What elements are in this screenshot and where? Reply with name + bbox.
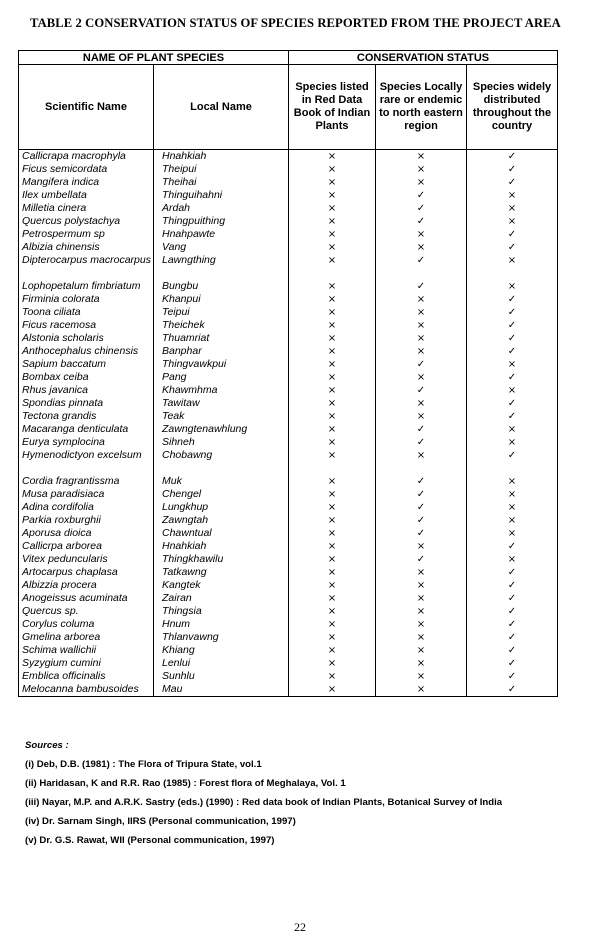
red-data-book-mark: × — [289, 436, 376, 449]
local-name-cell: Khawmhma — [154, 384, 289, 397]
header-red-data-book: Species listed in Red Data Book of Indian Plants — [289, 65, 376, 150]
red-data-book-mark: × — [289, 566, 376, 579]
locally-rare-mark: × — [376, 449, 467, 475]
scientific-name-cell: Tectona grandis — [19, 410, 154, 423]
scientific-name-cell: Anogeissus acuminata — [19, 592, 154, 605]
locally-rare-mark: × — [376, 540, 467, 553]
locally-rare-mark: ✓ — [376, 553, 467, 566]
locally-rare-mark: × — [376, 371, 467, 384]
table-row — [19, 566, 558, 579]
widely-distributed-mark: ✓ — [467, 241, 558, 254]
widely-distributed-mark: ✓ — [467, 657, 558, 670]
locally-rare-mark: × — [376, 683, 467, 697]
local-name-cell: Teak — [154, 410, 289, 423]
red-data-book-mark: × — [289, 670, 376, 683]
widely-distributed-mark: × — [467, 514, 558, 527]
widely-distributed-mark: ✓ — [467, 293, 558, 306]
local-name-cell: Sihneh — [154, 436, 289, 449]
widely-distributed-mark: × — [467, 215, 558, 228]
table-row — [19, 670, 558, 683]
source-item: (v) Dr. G.S. Rawat, WII (Personal communication, 1997) — [25, 835, 275, 846]
red-data-book-mark: × — [289, 410, 376, 423]
scientific-name-cell: Parkia roxburghii — [19, 514, 154, 527]
locally-rare-mark: ✓ — [376, 254, 467, 280]
local-name-cell: Mau — [154, 683, 289, 697]
local-name-cell: Pang — [154, 371, 289, 384]
local-name-cell: Teipui — [154, 306, 289, 319]
header-scientific-name: Scientific Name — [19, 65, 154, 150]
table-row — [19, 215, 558, 228]
scientific-name-cell: Toona ciliata — [19, 306, 154, 319]
scientific-name-cell: Macaranga denticulata — [19, 423, 154, 436]
red-data-book-mark: × — [289, 241, 376, 254]
locally-rare-mark: × — [376, 579, 467, 592]
widely-distributed-mark: × — [467, 280, 558, 293]
source-item: (iii) Nayar, M.P. and A.R.K. Sastry (eds.) (1990) : Red data book of Indian Plants, Botanical Survey of India — [25, 797, 503, 808]
locally-rare-mark: × — [376, 566, 467, 579]
table-row — [19, 657, 558, 670]
widely-distributed-mark: ✓ — [467, 150, 558, 164]
table-row — [19, 332, 558, 345]
scientific-name-cell: Albizia chinensis — [19, 241, 154, 254]
table-row — [19, 540, 558, 553]
locally-rare-mark: × — [376, 618, 467, 631]
local-name-cell: Bungbu — [154, 280, 289, 293]
red-data-book-mark: × — [289, 449, 376, 475]
widely-distributed-mark: × — [467, 527, 558, 540]
scientific-name-cell: Hymenodictyon excelsum — [19, 449, 154, 475]
scientific-name-cell: Eurya symplocina — [19, 436, 154, 449]
header-plant-species: NAME OF PLANT SPECIES — [19, 51, 289, 65]
local-name-cell: Thingsia — [154, 605, 289, 618]
local-name-cell: Ardah — [154, 202, 289, 215]
red-data-book-mark: × — [289, 306, 376, 319]
locally-rare-mark: × — [376, 410, 467, 423]
red-data-book-mark: × — [289, 488, 376, 501]
widely-distributed-mark: × — [467, 501, 558, 514]
table-row — [19, 280, 558, 293]
widely-distributed-mark: ✓ — [467, 670, 558, 683]
widely-distributed-mark: ✓ — [467, 540, 558, 553]
widely-distributed-mark: ✓ — [467, 345, 558, 358]
red-data-book-mark: × — [289, 254, 376, 280]
locally-rare-mark: ✓ — [376, 358, 467, 371]
widely-distributed-mark: ✓ — [467, 228, 558, 241]
local-name-cell: Kangtek — [154, 579, 289, 592]
red-data-book-mark: × — [289, 514, 376, 527]
scientific-name-cell: Albizzia procera — [19, 579, 154, 592]
local-name-cell: Thlanvawng — [154, 631, 289, 644]
table-row — [19, 319, 558, 332]
local-name-cell: Hnahkiah — [154, 150, 289, 164]
table-row — [19, 254, 558, 280]
table-row — [19, 553, 558, 566]
source-item: (iv) Dr. Sarnam Singh, IIRS (Personal communication, 1997) — [25, 816, 296, 827]
table-row — [19, 605, 558, 618]
widely-distributed-mark: × — [467, 358, 558, 371]
table-row — [19, 345, 558, 358]
widely-distributed-mark: ✓ — [467, 319, 558, 332]
table-row — [19, 631, 558, 644]
table-header — [19, 51, 558, 150]
scientific-name-cell: Rhus javanica — [19, 384, 154, 397]
table-row — [19, 163, 558, 176]
scientific-name-cell: Ficus racemosa — [19, 319, 154, 332]
locally-rare-mark: × — [376, 345, 467, 358]
widely-distributed-mark: ✓ — [467, 449, 558, 475]
scientific-name-cell: Musa paradisiaca — [19, 488, 154, 501]
table-row — [19, 423, 558, 436]
table-row — [19, 618, 558, 631]
scientific-name-cell: Anthocephalus chinensis — [19, 345, 154, 358]
scientific-name-cell: Lophopetalum fimbriatum — [19, 280, 154, 293]
locally-rare-mark: × — [376, 657, 467, 670]
sources-section — [25, 738, 590, 852]
red-data-book-mark: × — [289, 293, 376, 306]
widely-distributed-mark: ✓ — [467, 176, 558, 189]
locally-rare-mark: ✓ — [376, 527, 467, 540]
scientific-name-cell: Corylus columa — [19, 618, 154, 631]
table-row — [19, 592, 558, 605]
table-row — [19, 397, 558, 410]
table-row — [19, 306, 558, 319]
scientific-name-cell: Callicrapa macrophyla — [19, 150, 154, 164]
scientific-name-cell: Emblica officinalis — [19, 670, 154, 683]
scientific-name-cell: Firminia colorata — [19, 293, 154, 306]
local-name-cell: Hnahpawte — [154, 228, 289, 241]
red-data-book-mark: × — [289, 423, 376, 436]
red-data-book-mark: × — [289, 189, 376, 202]
scientific-name-cell: Dipterocarpus macrocarpus — [19, 254, 154, 280]
scientific-name-cell: Mangifera indica — [19, 176, 154, 189]
local-name-cell: Thuamriat — [154, 332, 289, 345]
locally-rare-mark: ✓ — [376, 488, 467, 501]
local-name-cell: Chawntual — [154, 527, 289, 540]
red-data-book-mark: × — [289, 475, 376, 488]
local-name-cell: Zairan — [154, 592, 289, 605]
scientific-name-cell: Cordia fragrantissma — [19, 475, 154, 488]
header-column-row — [19, 65, 558, 150]
red-data-book-mark: × — [289, 176, 376, 189]
local-name-cell: Zawngtenawhlung — [154, 423, 289, 436]
widely-distributed-mark: ✓ — [467, 371, 558, 384]
local-name-cell: Tawitaw — [154, 397, 289, 410]
table-row — [19, 579, 558, 592]
locally-rare-mark: × — [376, 163, 467, 176]
local-name-cell: Theipui — [154, 163, 289, 176]
widely-distributed-mark: ✓ — [467, 163, 558, 176]
red-data-book-mark: × — [289, 592, 376, 605]
red-data-book-mark: × — [289, 345, 376, 358]
widely-distributed-mark: ✓ — [467, 410, 558, 423]
locally-rare-mark: × — [376, 631, 467, 644]
scientific-name-cell: Spondias pinnata — [19, 397, 154, 410]
red-data-book-mark: × — [289, 358, 376, 371]
page-number: 22 — [294, 920, 306, 934]
widely-distributed-mark: × — [467, 475, 558, 488]
header-locally-rare: Species Locally rare or endemic to north eastern region — [376, 65, 467, 150]
widely-distributed-mark: ✓ — [467, 306, 558, 319]
header-local-name: Local Name — [154, 65, 289, 150]
table-title: TABLE 2 CONSERVATION STATUS OF SPECIES REPORTED FROM THE PROJECT AREA — [30, 16, 561, 30]
local-name-cell: Theichek — [154, 319, 289, 332]
table-row — [19, 241, 558, 254]
red-data-book-mark: × — [289, 501, 376, 514]
local-name-cell: Sunhlu — [154, 670, 289, 683]
locally-rare-mark: ✓ — [376, 475, 467, 488]
locally-rare-mark: × — [376, 644, 467, 657]
table-row — [19, 384, 558, 397]
source-item: (i) Deb, D.B. (1981) : The Flora of Tripura State, vol.1 — [25, 759, 262, 770]
locally-rare-mark: × — [376, 605, 467, 618]
local-name-cell: Zawngtah — [154, 514, 289, 527]
scientific-name-cell: Milletia cinera — [19, 202, 154, 215]
widely-distributed-mark: ✓ — [467, 683, 558, 697]
scientific-name-cell: Petrospermum sp — [19, 228, 154, 241]
local-name-cell: Lungkhup — [154, 501, 289, 514]
widely-distributed-mark: × — [467, 189, 558, 202]
locally-rare-mark: × — [376, 228, 467, 241]
table-row — [19, 436, 558, 449]
red-data-book-mark: × — [289, 540, 376, 553]
widely-distributed-mark: ✓ — [467, 605, 558, 618]
local-name-cell: Thingpuithing — [154, 215, 289, 228]
table-row — [19, 150, 558, 164]
widely-distributed-mark: × — [467, 254, 558, 280]
local-name-cell: Chobawng — [154, 449, 289, 475]
locally-rare-mark: ✓ — [376, 384, 467, 397]
scientific-name-cell: Ficus semicordata — [19, 163, 154, 176]
widely-distributed-mark: ✓ — [467, 631, 558, 644]
local-name-cell: Lenlui — [154, 657, 289, 670]
header-conservation-status: CONSERVATION STATUS — [289, 51, 558, 65]
widely-distributed-mark: × — [467, 202, 558, 215]
widely-distributed-mark: × — [467, 384, 558, 397]
scientific-name-cell: Aporusa dioica — [19, 527, 154, 540]
red-data-book-mark: × — [289, 397, 376, 410]
source-item: (ii) Haridasan, K and R.R. Rao (1985) : Forest flora of Meghalaya, Vol. 1 — [25, 778, 346, 789]
scientific-name-cell: Adina cordifolia — [19, 501, 154, 514]
locally-rare-mark: ✓ — [376, 501, 467, 514]
sources-heading: Sources : — [25, 740, 69, 751]
local-name-cell: Khiang — [154, 644, 289, 657]
scientific-name-cell: Bombax ceiba — [19, 371, 154, 384]
table-row — [19, 514, 558, 527]
widely-distributed-mark: ✓ — [467, 644, 558, 657]
table-row — [19, 475, 558, 488]
locally-rare-mark: ✓ — [376, 514, 467, 527]
widely-distributed-mark: ✓ — [467, 579, 558, 592]
widely-distributed-mark: × — [467, 423, 558, 436]
widely-distributed-mark: ✓ — [467, 618, 558, 631]
table-row — [19, 358, 558, 371]
local-name-cell: Chengel — [154, 488, 289, 501]
locally-rare-mark: ✓ — [376, 215, 467, 228]
red-data-book-mark: × — [289, 618, 376, 631]
red-data-book-mark: × — [289, 280, 376, 293]
locally-rare-mark: × — [376, 293, 467, 306]
local-name-cell: Tatkawng — [154, 566, 289, 579]
widely-distributed-mark: ✓ — [467, 592, 558, 605]
scientific-name-cell: Sapium baccatum — [19, 358, 154, 371]
widely-distributed-mark: ✓ — [467, 397, 558, 410]
red-data-book-mark: × — [289, 384, 376, 397]
local-name-cell: Lawngthing — [154, 254, 289, 280]
table-row — [19, 410, 558, 423]
table-row — [19, 189, 558, 202]
red-data-book-mark: × — [289, 371, 376, 384]
local-name-cell: Hnahkiah — [154, 540, 289, 553]
table-row — [19, 527, 558, 540]
table-row — [19, 176, 558, 189]
red-data-book-mark: × — [289, 150, 376, 164]
locally-rare-mark: × — [376, 306, 467, 319]
scientific-name-cell: Alstonia scholaris — [19, 332, 154, 345]
local-name-cell: Muk — [154, 475, 289, 488]
scientific-name-cell: Syzygium cumini — [19, 657, 154, 670]
local-name-cell: Khanpui — [154, 293, 289, 306]
table-body — [19, 150, 558, 697]
header-group-row — [19, 51, 558, 65]
scientific-name-cell: Melocanna bambusoides — [19, 683, 154, 697]
scientific-name-cell: Callicrpa arborea — [19, 540, 154, 553]
local-name-cell: Hnum — [154, 618, 289, 631]
locally-rare-mark: × — [376, 176, 467, 189]
table-row — [19, 293, 558, 306]
red-data-book-mark: × — [289, 202, 376, 215]
table-row — [19, 501, 558, 514]
locally-rare-mark: ✓ — [376, 189, 467, 202]
table-row — [19, 228, 558, 241]
locally-rare-mark: ✓ — [376, 423, 467, 436]
scientific-name-cell: Gmelina arborea — [19, 631, 154, 644]
locally-rare-mark: ✓ — [376, 436, 467, 449]
red-data-book-mark: × — [289, 332, 376, 345]
table-row — [19, 644, 558, 657]
red-data-book-mark: × — [289, 657, 376, 670]
scientific-name-cell: Ilex umbellata — [19, 189, 154, 202]
table-row — [19, 449, 558, 475]
red-data-book-mark: × — [289, 319, 376, 332]
red-data-book-mark: × — [289, 553, 376, 566]
locally-rare-mark: × — [376, 592, 467, 605]
red-data-book-mark: × — [289, 631, 376, 644]
scientific-name-cell: Quercus sp. — [19, 605, 154, 618]
red-data-book-mark: × — [289, 215, 376, 228]
scientific-name-cell: Artocarpus chaplasa — [19, 566, 154, 579]
local-name-cell: Thinguihahni — [154, 189, 289, 202]
locally-rare-mark: ✓ — [376, 280, 467, 293]
locally-rare-mark: ✓ — [376, 202, 467, 215]
red-data-book-mark: × — [289, 579, 376, 592]
local-name-cell: Banphar — [154, 345, 289, 358]
table-row — [19, 202, 558, 215]
local-name-cell: Vang — [154, 241, 289, 254]
locally-rare-mark: × — [376, 319, 467, 332]
local-name-cell: Thingvawkpui — [154, 358, 289, 371]
widely-distributed-mark: × — [467, 488, 558, 501]
locally-rare-mark: × — [376, 397, 467, 410]
scientific-name-cell: Schima wallichii — [19, 644, 154, 657]
local-name-cell: Thingkhawilu — [154, 553, 289, 566]
red-data-book-mark: × — [289, 228, 376, 241]
widely-distributed-mark: × — [467, 436, 558, 449]
table-row — [19, 371, 558, 384]
locally-rare-mark: × — [376, 241, 467, 254]
widely-distributed-mark: × — [467, 553, 558, 566]
scientific-name-cell: Vitex peduncularis — [19, 553, 154, 566]
header-widely-distributed: Species widely distributed throughout the country — [467, 65, 558, 150]
red-data-book-mark: × — [289, 163, 376, 176]
red-data-book-mark: × — [289, 683, 376, 697]
red-data-book-mark: × — [289, 605, 376, 618]
widely-distributed-mark: ✓ — [467, 332, 558, 345]
table-row — [19, 683, 558, 697]
widely-distributed-mark: ✓ — [467, 566, 558, 579]
red-data-book-mark: × — [289, 644, 376, 657]
local-name-cell: Theihai — [154, 176, 289, 189]
locally-rare-mark: × — [376, 670, 467, 683]
locally-rare-mark: × — [376, 332, 467, 345]
scientific-name-cell: Quercus polystachya — [19, 215, 154, 228]
conservation-status-table — [18, 50, 558, 697]
locally-rare-mark: × — [376, 150, 467, 164]
red-data-book-mark: × — [289, 527, 376, 540]
table-row — [19, 488, 558, 501]
